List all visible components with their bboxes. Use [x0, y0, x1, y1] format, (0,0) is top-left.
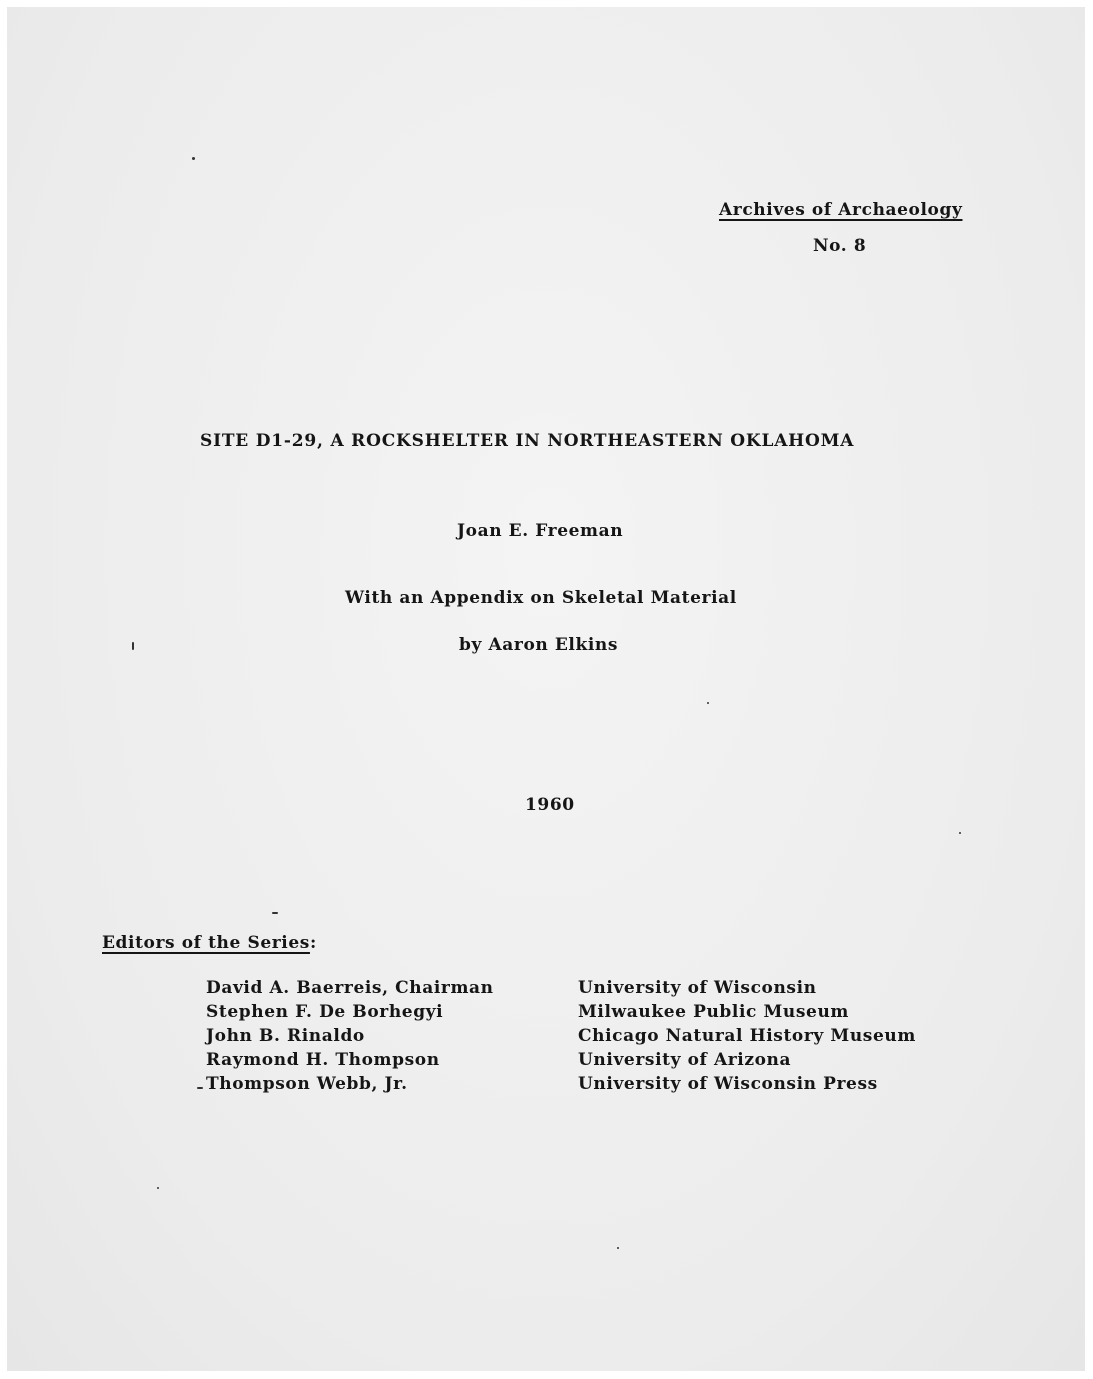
publication-title: SITE D1-29, A ROCKSHELTER IN NORTHEASTERN OKLAHOMA — [200, 431, 855, 451]
scan-speck — [132, 642, 134, 650]
editor-affiliation: University of Wisconsin Press — [578, 1074, 878, 1094]
author-name: Joan E. Freeman — [457, 521, 624, 541]
scan-speck — [192, 157, 195, 160]
publication-year: 1960 — [525, 795, 575, 815]
editor-name: David A. Baerreis, Chairman — [206, 978, 494, 998]
editor-affiliation: University of Wisconsin — [578, 978, 817, 998]
scan-speck — [157, 1187, 159, 1189]
series-number: No. 8 — [813, 236, 867, 256]
editor-name: Raymond H. Thompson — [206, 1050, 440, 1070]
scan-speck — [197, 1087, 203, 1089]
scanned-page — [7, 7, 1085, 1371]
editor-affiliation: University of Arizona — [578, 1050, 792, 1070]
editor-name: Stephen F. De Borhegyi — [206, 1002, 444, 1022]
editors-heading-colon: : — [309, 933, 317, 953]
appendix-author: by Aaron Elkins — [459, 635, 619, 655]
editor-name: John B. Rinaldo — [206, 1026, 365, 1046]
scan-speck — [617, 1247, 619, 1249]
editor-name: Thompson Webb, Jr. — [206, 1074, 408, 1094]
scan-speck — [959, 832, 961, 834]
scan-speck — [707, 702, 709, 704]
editor-affiliation: Milwaukee Public Museum — [578, 1002, 849, 1022]
series-title: Archives of Archaeology — [719, 200, 963, 220]
editors-heading-label: Editors of the Series — [102, 933, 310, 953]
appendix-line: With an Appendix on Skeletal Material — [345, 588, 737, 608]
scan-speck — [272, 912, 278, 914]
editor-affiliation: Chicago Natural History Museum — [578, 1026, 916, 1046]
editors-heading — [102, 935, 317, 952]
